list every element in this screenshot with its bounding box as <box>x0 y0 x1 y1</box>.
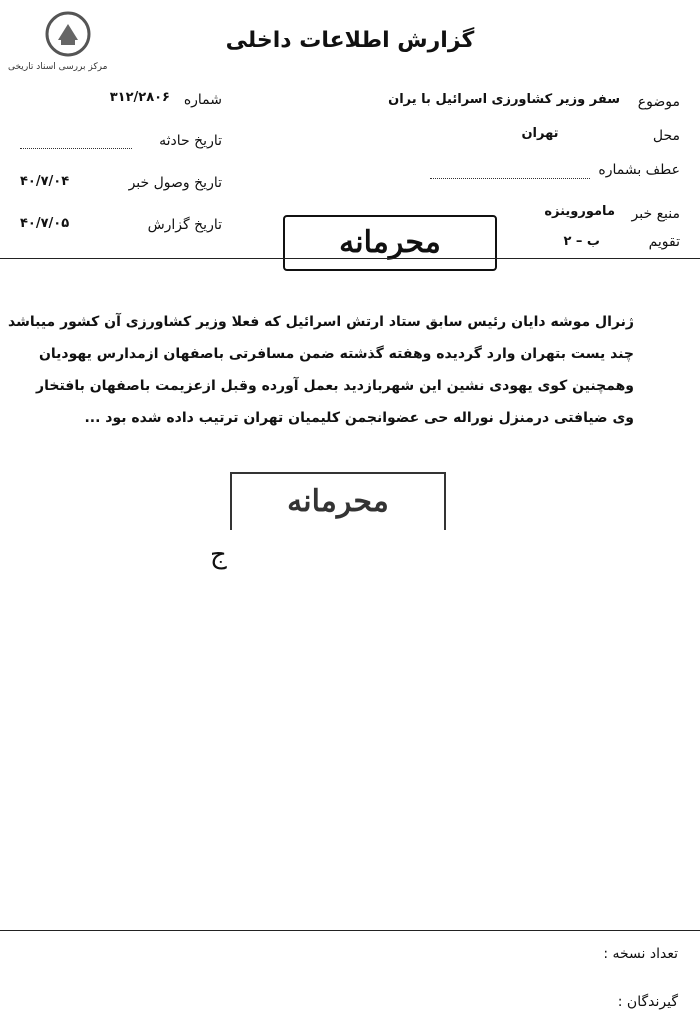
field-received-date-label: تاریخ وصول خبر <box>128 175 222 191</box>
field-location-value: تهران <box>521 126 559 141</box>
field-report-date-value: ۴۰/۷/۰۵ <box>20 216 70 231</box>
field-source-value: ماموروینزه <box>544 204 615 219</box>
body-line: وهمچنین کوی یهودی نشین این شهربازدید بعمل آورده وقبل ازعزیمت باصفهان بافتخار <box>36 378 634 394</box>
field-subject-value: سفر وزیر کشاورزی اسرائیل با یران <box>388 92 620 107</box>
copies-count-label: تعداد نسخه : <box>603 946 678 962</box>
report-title: گزارش اطلاعات داخلی <box>225 28 475 53</box>
field-calendar-value: ب – ۲ <box>563 234 600 249</box>
body-line: وی ضیافتی درمنزل نوراله حی عضوانجمن کلیمیان تهران ترتیب داده شده بود ... <box>84 410 634 426</box>
recipients-label: گیرندگان : <box>617 994 678 1010</box>
field-reference-label: عطف بشماره <box>598 162 680 178</box>
header-divider <box>0 258 700 259</box>
confidential-stamp: محرمانه <box>283 215 497 271</box>
field-number-value: ۳۱۲/۲۸۰۶ <box>109 90 170 105</box>
field-reference-value <box>430 166 590 179</box>
field-incident-date-value <box>20 136 132 149</box>
field-number-label: شماره <box>183 92 222 108</box>
handwritten-mark: ج <box>210 540 227 570</box>
body-line: ژنرال موشه دایان رئیس سابق ستاد ارتش اسرائیل که فعلا وزیر کشاورزی آن کشور میباشد <box>8 314 634 330</box>
field-received-date-value: ۴۰/۷/۰۴ <box>20 174 70 189</box>
confidential-stamp-lower: محرمانه <box>230 472 446 530</box>
field-location-label: محل <box>652 128 680 144</box>
field-subject-label: موضوع <box>637 94 680 110</box>
body-line: چند یست بتهران وارد گردیده وهفته گذشته ضمن مسافرتی باصفهان ازمدارس یهودیان <box>38 346 634 362</box>
field-calendar-label: تقویم <box>648 234 680 250</box>
footer-divider <box>0 930 700 931</box>
archive-logo-text: مرکز بررسی اسناد تاریخی <box>8 62 108 72</box>
field-source-label: منبع خبر <box>631 206 680 222</box>
report-body <box>8 306 634 434</box>
field-report-date-label: تاریخ گزارش <box>147 217 222 233</box>
field-incident-date-label: تاریخ حادثه <box>159 133 222 149</box>
